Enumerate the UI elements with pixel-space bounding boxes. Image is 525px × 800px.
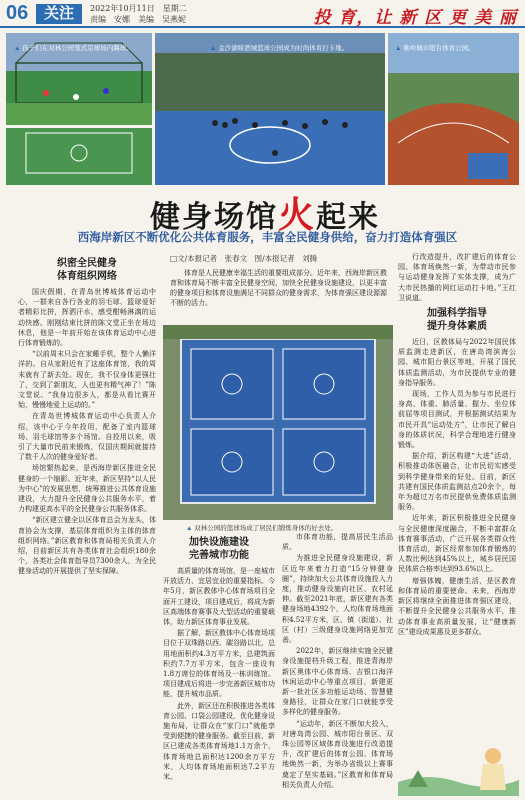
photo-basketball-park	[155, 33, 385, 185]
article-column-4	[398, 252, 516, 740]
photo-city-balcony-park	[388, 33, 519, 185]
byline: □文/本报记者 张春文 图/本报记者 刘腾	[170, 254, 318, 263]
paragraph: “运动年，新区不断加大投入，对唐岛湾公园、城市阳台景区、双珠公园等区域体育设施进行改造提升，改扩建后的体育公园、体育场地焕然一新，为举办省级以上赛事奠定了坚实基础。”区教育和体育局相关负责人介绍。	[282, 719, 393, 789]
section-label: 关注	[36, 4, 82, 24]
page-number: 06	[6, 2, 29, 24]
paragraph: 2022年，新区继续实施全民健身设施提档升级工程，推进青海岸新区奥体中心体育场、吉银口海洋休闲运动中心等重点项目，新建更新一批社区多功能运动场、智慧健身路径，让群众在家门口就能享受多样化的健身服务。	[282, 647, 393, 717]
slogan: 投 育，让 新 区 更 美 丽	[313, 8, 517, 28]
section-heading: 加快设施建设 完善城市功能	[189, 537, 249, 561]
photo-caption: ▲ 双林公园的篮球场成了居民们锻炼身体的好去处。	[186, 523, 337, 532]
lead-paragraph: 体育是人民健康幸福生活的重要组成部分。近年来，西海岸新区教育和体育局不断丰富全民健身空间，加快全民健身设施建设，以更丰富的健身项目和体育设施满足不同群众的健身需求，为体育强区建设源源不断的活力。	[170, 269, 387, 307]
article-column-2	[163, 532, 275, 790]
date-line: 2022年10月11日 星期二	[90, 4, 187, 13]
photo-football-field-lower	[6, 128, 152, 185]
paragraph: 行改造提升，改扩建后的体育公园、体育场焕然一新，为带动市民参与运动健身发挥了实体支撑，成为广大市民热播的网红运动打卡地。”王红卫说道。	[398, 253, 516, 302]
paragraph: 高质量的体育场馆，是一座城市开放活力、宜居宜业的重要指标。今年5月，新区教体中心体育场项目全面开工建设，项目建成后，将成为新区高端体育赛事及大型活动的重要载体，助力新区体育事业发展。	[163, 567, 275, 627]
photo-caption: ▲ 姚岭城市阳台体育公园。	[395, 43, 475, 52]
paragraph: 在青岛世博城体育运动中心负责人介绍，该中心于今年投用，配备了室内篮球场、羽毛球馆等多个场馆。自投用以来，吸引了大量市民前来锻炼，仅国庆期间就接待了数千人次的健身爱好者。	[18, 412, 156, 462]
page-header	[0, 0, 525, 28]
section-heading: 加强科学指导 提升身体素质	[427, 308, 487, 333]
paragraph: 为推进全民健身设施建设，新区近年来着力打造“15分钟健身圈”，持续加大公共体育设施投入力度，推动健身设施向社区、农村延伸。截至2021年底，新区建有各类健身场地4392个，人均体育场地面积4.52平方米，区、镇（街道）、社区（村）三级健身设施网络更加完善。	[282, 554, 393, 645]
paragraph: 现场，工作人员为参与市民进行身高、体重、肺活量、握力、坐位体前屈等项目测试，并根据测试结果为市民开具“运动处方”，让市民了解自身的体质状况，科学合理地进行健身锻炼。	[398, 390, 516, 450]
paragraph: 此外，新区还在积极推进各类体育公园、口袋公园建设，优化健身设施布局，让群众在“家门口”就能享受到便捷的健身服务。截至目前，新区已建成各类体育场地1.1万余个，体育场地总面积达1200余万平方米，人均体育场地面积达7.2平方米。	[163, 701, 275, 782]
paragraph: 近日，区教体局与2022年国民体质监测走进新区，在唐岛湾滨海公园、城市阳台景区等地，开展了国民体质监测活动，为市民提供专业的健身指导服务。	[398, 338, 516, 387]
paragraph: “新区建立健全以区体育总会为龙头，体育协会为支撑，基层体育组织为主体的体育组织网络。”新区教育和体育局相关负责人介绍，目前新区共有各类体育社会组织180余个，各类社会体育指导员7300余人，为全民健身活动的开展提供了坚实保障。	[18, 516, 156, 576]
paragraph: 据了解，新区教体中心体育场项目位于双珠路以西、碳谷路以北，总用地面积约4.3万平方米，总建筑面积约7.7万平方米，包含一座设有1.8万席位的体育场及一栋训练馆。项目建成后将进一步完善新区城市功能，提升城市品质。	[163, 629, 275, 699]
paragraph: “以前周末只会在家睡手机，整个人懒洋洋的。自从家附近有了这座体育馆，我的周末就有了新去处。现在，我不仅身体更强壮了，交到了新朋友，人也更有精气神了！”陈文堂说。“我身边很多人，都是从看比赛开始，慢慢地爱上运动的。”	[18, 350, 156, 410]
paragraph: 据介绍，新区构建“大进”活动，积极推动体医融合，让市民切实感受到科学健身带来的好处。目前，新区共建有国民体质监测站点20余个，每年为超过万名市民提供免费体质监测服务。	[398, 452, 516, 512]
subheadline: 西海岸新区不断优化公共体育服务，丰富全民健身供给，奋力打造体育强区	[77, 230, 458, 244]
photo-caption: ▲ 孩子们在双林公园笼式足球场内踢球。	[14, 43, 133, 52]
editors-line: 责编 安娜 美编 吴燕妮	[90, 15, 186, 24]
article-column-1	[18, 253, 156, 788]
paragraph: 国庆假期，在青岛世博城体育运动中心，一群来自各行各业的羽毛球、篮球爱好者精彩比拼，挥洒汗水，感受酣畅淋漓的运动快感。刚刚结束比拼的陈文堂正坐在场边休息，他是一年前开始在该体育运动中心进行体育锻炼的。	[18, 288, 156, 348]
paragraph: 市体育功能，提高居民生活品质。	[282, 533, 393, 552]
headline: 健身场馆火起来	[149, 194, 380, 235]
photo-aerial-basketball	[163, 325, 393, 520]
paragraph: 场馆繁热起来，是西海岸新区推进全民健身的一个缩影。近年来，新区坚持“以人民为中心”的发展思想，统筹推进公共体育设施建设，大力提升全民健身公共服务水平，着力构建更高水平的全民健身公共服务体系。	[18, 464, 156, 514]
article-column-3	[282, 532, 393, 790]
headline-accent: 火	[277, 194, 316, 235]
decorative-illustration	[398, 742, 519, 796]
section-heading: 织密全民健身 体育组织网络	[57, 258, 117, 282]
paragraph: 近年来，新区积极推进全民健身与全民健康深度融合，不断丰富群众体育赛事活动，广泛开展各类群众性体育活动，新区经常参加体育锻炼的人数比例达到45%以上，城乡居民国民体质合格率达到93.6%以上。	[398, 514, 516, 574]
paragraph: 增强体魄，健康生活，是区教育和体育局的重要使命。未来，西海岸新区将继续全面推进体育强区建设，不断提升全民健身公共服务水平，推动体育事业高质量发展，让“健康新区”建设成果惠及更多群众。	[398, 576, 516, 636]
photo-caption: ▲ 金沙湖咪酒城篮球公园成为时尚体育打卡地。	[210, 43, 348, 52]
